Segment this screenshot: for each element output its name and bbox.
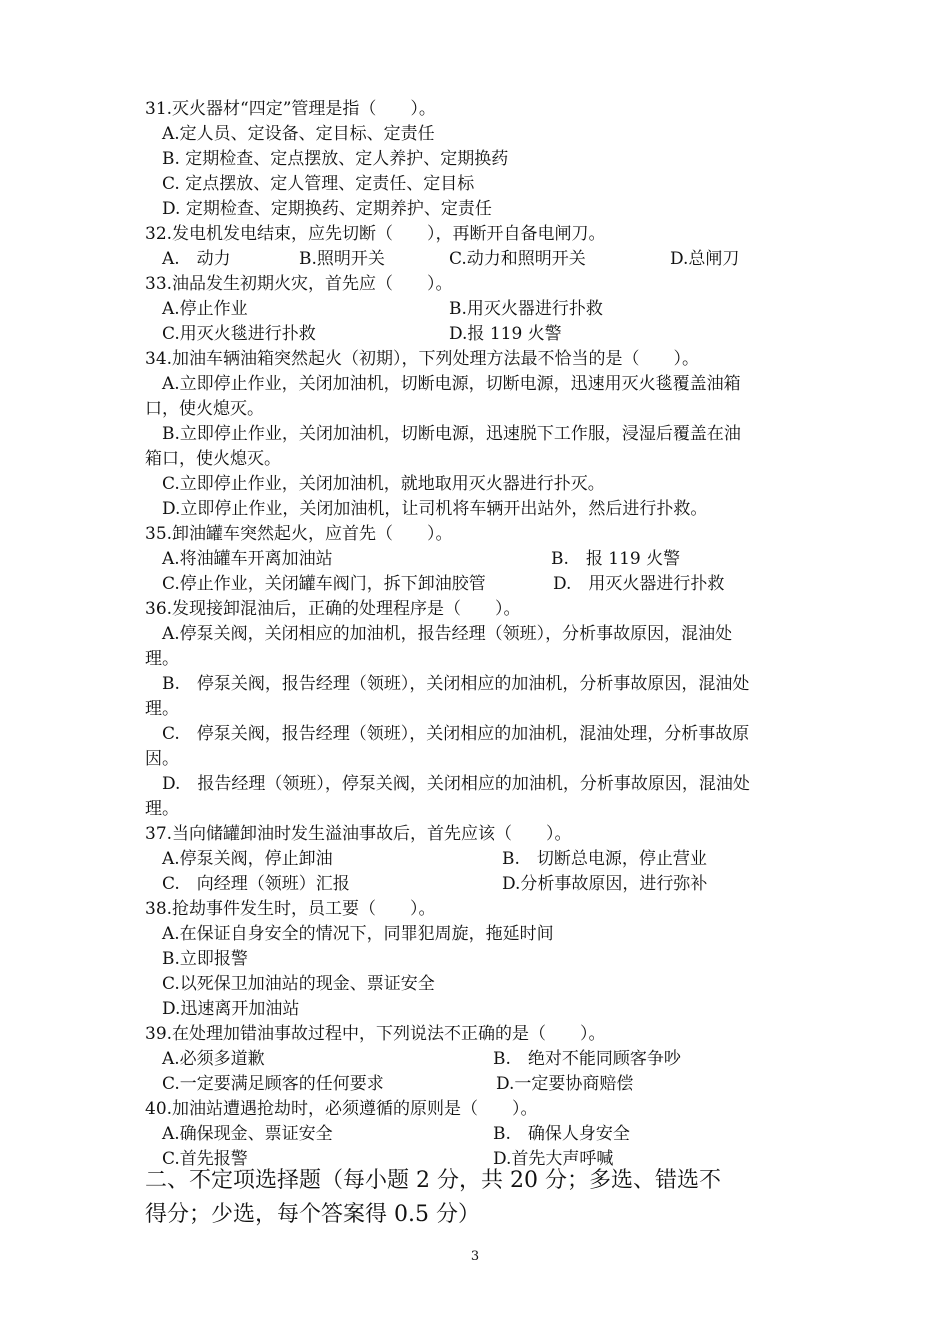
question-36-option-c-line1: C. 停泵关阀，报告经理（领班），关闭相应的加油机，混油处理，分析事故原 bbox=[162, 724, 750, 744]
section-2-heading-line2: 得分；少选，每个答案得 0.5 分） bbox=[145, 1202, 480, 1227]
page-number: 3 bbox=[470, 1249, 480, 1264]
question-37-option-d: D.分析事故原因，进行弥补 bbox=[502, 874, 708, 894]
question-35-option-d: D. 用灭火器进行扑救 bbox=[553, 574, 725, 594]
question-33-option-b: B.用灭火器进行扑救 bbox=[449, 299, 603, 319]
question-38-option-a: A.在保证自身安全的情况下，同罪犯周旋，拖延时间 bbox=[162, 924, 554, 944]
question-39-stem: 39.在处理加错油事故过程中，下列说法不正确的是（ ）。 bbox=[145, 1024, 606, 1044]
question-36-option-a-line2: 理。 bbox=[145, 649, 179, 669]
question-36-option-b-line2: 理。 bbox=[145, 699, 179, 719]
question-35-option-c: C.停止作业，关闭罐车阀门，拆下卸油胶管 bbox=[162, 574, 486, 594]
question-39-option-c: C.一定要满足顾客的任何要求 bbox=[162, 1074, 384, 1094]
question-36-option-b-line1: B. 停泵关阀，报告经理（领班），关闭相应的加油机，分析事故原因，混油处 bbox=[162, 674, 750, 694]
question-39-option-d: D.一定要协商赔偿 bbox=[496, 1074, 634, 1094]
question-31-option-a: A.定人员、定设备、定目标、定责任 bbox=[162, 124, 435, 144]
question-34-option-b-line1: B.立即停止作业，关闭加油机，切断电源，迅速脱下工作服，浸湿后覆盖在油 bbox=[162, 424, 741, 444]
question-38-option-b: B.立即报警 bbox=[162, 949, 248, 969]
question-35-stem: 35.卸油罐车突然起火，应首先（ ）。 bbox=[145, 524, 453, 544]
question-34-option-a-line1: A.立即停止作业，关闭加油机，切断电源，切断电源，迅速用灭火毯覆盖油箱 bbox=[162, 374, 741, 394]
question-34-option-b-line2: 箱口，使火熄灭。 bbox=[145, 449, 281, 469]
question-35-option-b: B. 报 119 火警 bbox=[551, 549, 681, 569]
question-32-option-c: C.动力和照明开关 bbox=[449, 249, 586, 269]
question-40-option-c: C.首先报警 bbox=[162, 1149, 248, 1169]
question-35-option-a: A.将油罐车开离加油站 bbox=[162, 549, 333, 569]
question-33-option-a: A.停止作业 bbox=[162, 299, 248, 319]
question-31-option-c: C. 定点摆放、定人管理、定责任、定目标 bbox=[162, 174, 475, 194]
question-38-option-c: C.以死保卫加油站的现金、票证安全 bbox=[162, 974, 435, 994]
question-38-option-d: D.迅速离开加油站 bbox=[162, 999, 300, 1019]
question-38-stem: 38.抢劫事件发生时，员工要（ ）。 bbox=[145, 899, 436, 919]
question-31-stem: 31.灭火器材“四定”管理是指（ ）。 bbox=[145, 99, 436, 119]
question-34-option-a-line2: 口，使火熄灭。 bbox=[145, 399, 264, 419]
question-32-option-b: B.照明开关 bbox=[299, 249, 385, 269]
question-32-stem: 32.发电机发电结束，应先切断（ ），再断开自备电闸刀。 bbox=[145, 224, 606, 244]
question-31-option-d: D. 定期检查、定期换药、定期养护、定责任 bbox=[162, 199, 492, 219]
question-33-stem: 33.油品发生初期火灾，首先应（ ）。 bbox=[145, 274, 453, 294]
question-33-option-c: C.用灭火毯进行扑救 bbox=[162, 324, 316, 344]
question-40-option-d: D.首先大声呼喊 bbox=[493, 1149, 614, 1169]
question-37-option-a: A.停泵关阀，停止卸油 bbox=[162, 849, 333, 869]
question-40-option-b: B. 确保人身安全 bbox=[493, 1124, 630, 1144]
section-2-heading-line1: 二、不定项选择题（每小题 2 分，共 20 分；多选、错选不 bbox=[145, 1168, 721, 1193]
question-34-option-c: C.立即停止作业，关闭加油机，就地取用灭火器进行扑灭。 bbox=[162, 474, 605, 494]
question-37-option-b: B. 切断总电源，停止营业 bbox=[502, 849, 707, 869]
question-36-option-c-line2: 因。 bbox=[145, 749, 179, 769]
question-31-option-b: B. 定期检查、定点摆放、定人养护、定期换药 bbox=[162, 149, 509, 169]
question-36-option-d-line2: 理。 bbox=[145, 799, 179, 819]
question-37-option-c: C. 向经理（领班）汇报 bbox=[162, 874, 350, 894]
question-34-stem: 34.加油车辆油箱突然起火（初期），下列处理方法最不恰当的是（ ）。 bbox=[145, 349, 700, 369]
question-36-option-d-line1: D. 报告经理（领班），停泵关阀，关闭相应的加油机，分析事故原因，混油处 bbox=[162, 774, 750, 794]
question-36-option-a-line1: A.停泵关阀，关闭相应的加油机，报告经理（领班），分析事故原因，混油处 bbox=[162, 624, 733, 644]
question-32-option-d: D.总闸刀 bbox=[670, 249, 740, 269]
question-36-stem: 36.发现接卸混油后，正确的处理程序是（ ）。 bbox=[145, 599, 521, 619]
question-40-option-a: A.确保现金、票证安全 bbox=[162, 1124, 333, 1144]
question-39-option-a: A.必须多道歉 bbox=[162, 1049, 265, 1069]
question-39-option-b: B. 绝对不能同顾客争吵 bbox=[493, 1049, 681, 1069]
question-34-option-d: D.立即停止作业，关闭加油机，让司机将车辆开出站外，然后进行扑救。 bbox=[162, 499, 708, 519]
question-32-option-a: A. 动力 bbox=[162, 249, 231, 269]
question-37-stem: 37.当向储罐卸油时发生溢油事故后，首先应该（ ）。 bbox=[145, 824, 572, 844]
question-33-option-d: D.报 119 火警 bbox=[449, 324, 562, 344]
question-40-stem: 40.加油站遭遇抢劫时，必须遵循的原则是（ ）。 bbox=[145, 1099, 538, 1119]
